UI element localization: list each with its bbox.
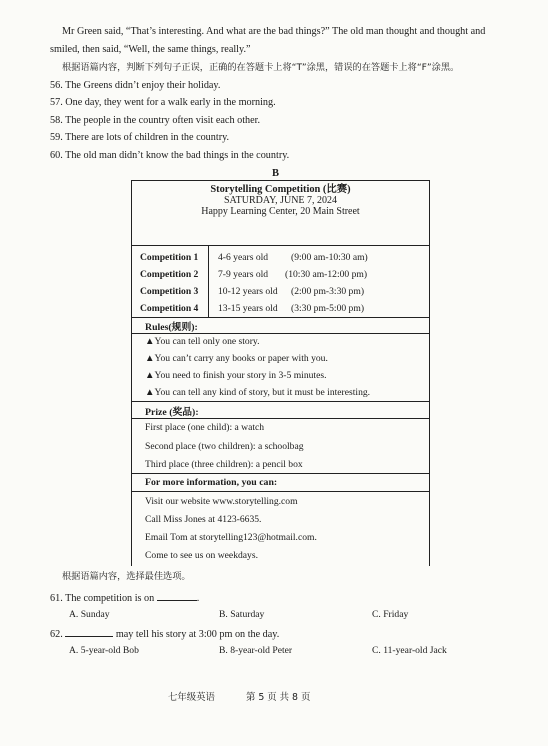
question-item: 59. There are lots of children in the country.: [50, 132, 230, 143]
section-label: B: [272, 168, 280, 179]
divider: [131, 333, 430, 334]
question-item: 56. The Greens didn’t enjoy their holiday.: [50, 80, 221, 91]
poster: [131, 180, 430, 566]
option-c: C. Friday: [372, 609, 409, 620]
prize-item: Second place (two children): a schoolbag: [145, 441, 304, 452]
divider: [131, 418, 430, 419]
poster-title: Storytelling Competition (比赛): [210, 184, 351, 195]
prize-header: Prize (奖品):: [145, 407, 199, 418]
question-item: 57. One day, they went for a walk early in the morning.: [50, 97, 276, 108]
info-item: Call Miss Jones at 4123-6635.: [145, 514, 262, 525]
divider: [131, 245, 430, 246]
passage-line: smiled, then said, “Well, the same things, really.”: [50, 44, 251, 55]
rule-item: ▲You can tell only one story.: [145, 336, 260, 347]
divider: [131, 491, 430, 492]
competition-time: (10:30 am-12:00 pm): [285, 269, 368, 280]
question-61: [50, 591, 199, 605]
question-stem: 62.: [50, 629, 63, 640]
competition-age: 13-15 years old: [218, 303, 278, 314]
question-item: 58. The people in the country often visit each other.: [50, 115, 261, 126]
rule-item: ▲You need to finish your story in 3-5 minutes.: [145, 370, 327, 381]
question-62: [50, 627, 279, 641]
option-b: B. Saturday: [219, 609, 265, 620]
question-stem-end: may tell his story at 3:00 pm on the day.: [115, 629, 280, 640]
competition-time: (9:00 am-10:30 am): [291, 252, 368, 263]
option-b: B. 8-year-old Peter: [219, 645, 293, 656]
prize-item: Third place (three children): a pencil box: [145, 459, 303, 470]
competition-name: Competition 3: [140, 286, 199, 297]
passage-line: Mr Green said, “That’s interesting. And what are the bad things?” The old man thought and thought and: [62, 26, 486, 37]
competition-name: Competition 4: [140, 303, 199, 314]
rule-item: ▲You can tell any kind of story, but it must be interesting.: [145, 387, 371, 398]
divider: [131, 473, 430, 474]
competition-name: Competition 2: [140, 269, 199, 280]
info-item: Visit our website www.storytelling.com: [145, 496, 298, 507]
divider: [131, 317, 430, 318]
competition-age: 7-9 years old: [218, 269, 269, 280]
option-a: A. Sunday: [69, 609, 110, 620]
instruction-text: 根据语篇内容，判断下列句子正误，正确的在答题卡上将“T”涂黑，错误的在答题卡上将“F”涂黑。: [62, 62, 460, 73]
rule-item: ▲You can’t carry any books or paper with you.: [145, 353, 328, 364]
question-item: 60. The old man didn’t know the bad things in the country.: [50, 150, 290, 161]
info-item: Come to see us on weekdays.: [145, 550, 258, 561]
info-header: For more information, you can:: [145, 477, 278, 488]
divider: [131, 401, 430, 402]
prize-item: First place (one child): a watch: [145, 422, 265, 433]
answer-blank: [65, 627, 113, 637]
info-item: Email Tom at storytelling123@hotmail.com.: [145, 532, 317, 543]
question-stem-end: .: [196, 593, 200, 604]
footer-subject: 七年级英语: [168, 692, 215, 703]
competition-time: (2:00 pm-3:30 pm): [291, 286, 365, 297]
poster-date: SATURDAY, JUNE 7, 2024: [223, 195, 338, 206]
question-stem: 61. The competition is on: [50, 593, 155, 604]
competition-name: Competition 1: [140, 252, 199, 263]
competition-age: 10-12 years old: [218, 286, 278, 297]
poster-place: Happy Learning Center, 20 Main Street: [201, 206, 360, 217]
option-a: A. 5-year-old Bob: [69, 645, 139, 656]
competition-age: 4-6 years old: [218, 252, 269, 263]
instruction-text: 根据语篇内容，选择最佳选项。: [62, 571, 191, 582]
competition-time: (3:30 pm-5:00 pm): [291, 303, 365, 314]
footer-page-number: 第 5 页 共 8 页: [246, 692, 311, 703]
rules-header: Rules(规则):: [145, 322, 198, 333]
option-c: C. 11-year-old Jack: [372, 645, 447, 656]
table-divider: [208, 245, 209, 317]
answer-blank: [157, 591, 197, 601]
